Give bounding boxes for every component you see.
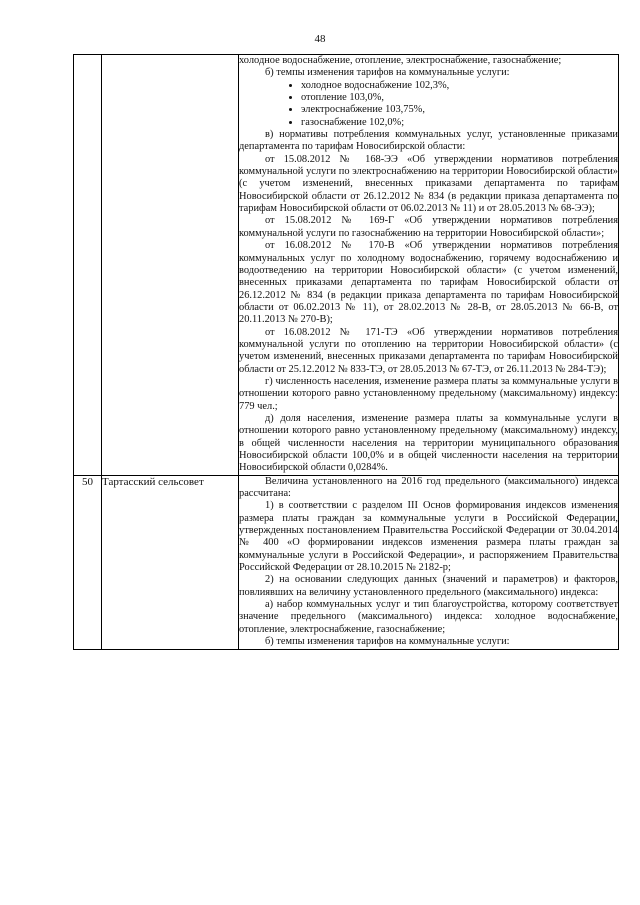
- description-cell: [239, 55, 619, 476]
- paragraph: в) нормативы потребления коммунальных услуг, установленные приказами департамента по тарифам Новосибирской области:: [239, 129, 618, 153]
- paragraph: Величина установленного на 2016 год предельного (максимального) индекса рассчитана:: [239, 475, 618, 500]
- paragraph: 1) в соответствии с разделом III Основ формирования индексов изменения размера платы граждан за коммунальные услуги в Российской Федерации, утвержденных постановлением Правительства Российской Федерации от 30.04.2014 № 400 «О формировании индексов изменения размера платы граждан за коммунальные услуги в Российской Федерации», и распоряжением Правительства Российской Федерации от 28.10.2015 № 2182-р;: [239, 500, 618, 574]
- municipality-name-cell: Тартасский сельсовет: [102, 475, 239, 649]
- row-number-cell: [74, 55, 102, 476]
- paragraph: б) темпы изменения тарифов на коммунальные услуги:: [265, 636, 510, 648]
- page-number: 48: [314, 33, 326, 45]
- paragraph: а) набор коммунальных услуг и тип благоустройства, которому соответствует значение предельного (максимального) индекса: холодное водоснабжение, отопление, электроснабжение, газоснабжение;: [239, 599, 618, 635]
- row-number-cell: 50: [74, 475, 102, 649]
- index-table: [73, 54, 619, 650]
- list-item: • холодное водоснабжение 102,3%,: [301, 80, 618, 92]
- table-row: [74, 55, 619, 476]
- paragraph: холодное водоснабжение, отопление, электроснабжение, газоснабжение;: [239, 55, 562, 66]
- paragraph: б) темпы изменения тарифов на коммунальные услуги:: [265, 67, 510, 79]
- tariff-growth-list: [239, 80, 618, 129]
- list-item: • электроснабжение 103,75%,: [301, 104, 618, 116]
- paragraph: г) численность населения, изменение размера платы за коммунальные услуги в отношении которого равно установленному предельному (максимальному) индексу: 779 чел.;: [239, 375, 618, 412]
- paragraph: от 16.08.2012 № 170-В «Об утверждении нормативов потребления коммунальных услуг по холодному водоснабжению, горячему водоснабжению и водоотведению на территории Новосибирской области» (с учетом изменений, внесенных приказами департамента по тарифам Новосибирской области от 26.12.2012 № 834 (в редакции приказа департамента по тарифам Новосибирской области от 06.02.2013 № 11), от 28.02.2013 № 28-В, от 28.05.2013 № 66-В, от 20.11.2013 № 270-В);: [239, 240, 618, 326]
- description-cell: [239, 475, 619, 649]
- paragraph: от 15.08.2012 № 169-Г «Об утверждении нормативов потребления коммунальной услуги по газоснабжению на территории Новосибирской области»;: [239, 215, 618, 239]
- paragraph: 2) на основании следующих данных (значений и параметров) и факторов, повлиявших на величину установленного предельного (максимального) индекса:: [239, 574, 618, 598]
- paragraph: от 16.08.2012 № 171-ТЭ «Об утверждении нормативов потребления коммунальной услуги по отоплению на территории Новосибирской области» (с учетом изменений, внесенных приказами департамента по тарифам Новосибирской области от 25.12.2012 № 833-ТЭ, от 28.05.2013 № 67-ТЭ, от 26.11.2013 № 284-ТЭ);: [239, 326, 618, 375]
- table-row: [74, 475, 619, 649]
- paragraph: от 15.08.2012 № 168-ЭЭ «Об утверждении нормативов потребления коммунальной услуги по электроснабжению на территории Новосибирской области» (с учетом изменений, внесенных приказами департамента по тарифам Новосибирской области от 26.12.2012 № 834 (в редакции приказа департамента по тарифам Новосибирской области от 06.02.2013 № 11) и от 28.05.2013 № 68-ЭЭ);: [239, 153, 618, 215]
- paragraph: д) доля населения, изменение размера платы за коммунальные услуги в отношении которого равно установленному предельному (максимальному) индексу, в общей численности населения на территории муниципального образования Новосибирской области 100,0% и в общей численности населения на территории Новосибирской области 0,0284%.: [239, 412, 618, 474]
- municipality-name-cell: [102, 55, 239, 476]
- list-item: • газоснабжение 102,0%;: [301, 117, 618, 129]
- list-item: • отопление 103,0%,: [301, 92, 618, 104]
